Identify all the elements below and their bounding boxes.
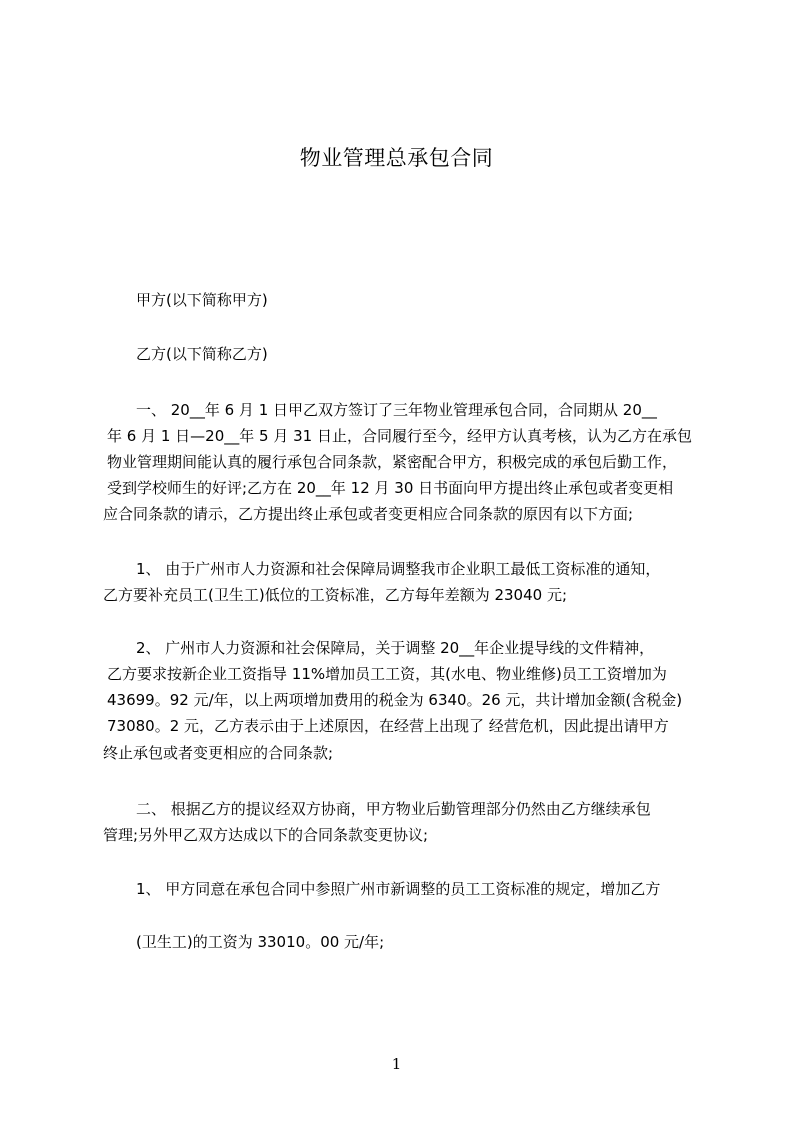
section-2-line: 二、 根据乙方的提议经双方协商，甲方物业后勤管理部分仍然由乙方继续承包 <box>136 800 651 818</box>
reason-2-line: 73080。2 元，乙方表示由于上述原因，在经营上出现了 经营危机，因此提出请甲方 <box>107 717 669 735</box>
page-number: 1 <box>391 1055 402 1073</box>
clause-1-line: 1、 甲方同意在承包合同中参照广州市新调整的员工工资标准的规定，增加乙方 <box>136 880 661 898</box>
section-1-line: 年 6 月 1 日—20__年 5 月 31 日止，合同履行至今，经甲方认真考核，认为乙方在承包 <box>107 427 692 445</box>
section-2-line: 管理;另外甲乙双方达成以下的合同条款变更协议; <box>103 826 429 844</box>
reason-2-line: 2、 广州市人力资源和社会保障局，关于调整 20__年企业提导线的文件精神， <box>136 639 655 657</box>
reason-1-line: 乙方要补充员工(卫生工)低位的工资标准，乙方每年差额为 23040 元; <box>103 586 568 604</box>
party-a-line: 甲方(以下简称甲方) <box>136 291 268 309</box>
section-1-line: 应合同条款的请示，乙方提出终止承包或者变更相应合同条款的原因有以下方面; <box>103 505 634 523</box>
section-1-line: 受到学校师生的好评;乙方在 20__年 12 月 30 日书面向甲方提出终止承包或者变更相 <box>107 479 674 497</box>
party-b-line: 乙方(以下简称乙方) <box>136 345 268 363</box>
reason-2-line: 43699。92 元/年，以上两项增加费用的税金为 6340。26 元，共计增加金额(含税金) <box>107 691 683 709</box>
reason-2-line: 乙方要求按新企业工资指导 11%增加员工工资，其(水电、物业维修)员工工资增加为 <box>107 665 667 683</box>
reason-2-line: 终止承包或者变更相应的合同条款; <box>103 744 334 762</box>
section-1-line: 一、 20__年 6 月 1 日甲乙双方签订了三年物业管理承包合同，合同期从 20__ <box>136 401 657 419</box>
section-1-line: 物业管理期间能认真的履行承包合同条款，紧密配合甲方，积极完成的承包后勤工作， <box>107 453 678 471</box>
document-title: 物业管理总承包合同 <box>299 146 494 170</box>
clause-1-continuation: (卫生工)的工资为 33010。00 元/年; <box>136 933 385 951</box>
reason-1-line: 1、 由于广州市人力资源和社会保障局调整我市企业职工最低工资标准的通知， <box>136 560 661 578</box>
